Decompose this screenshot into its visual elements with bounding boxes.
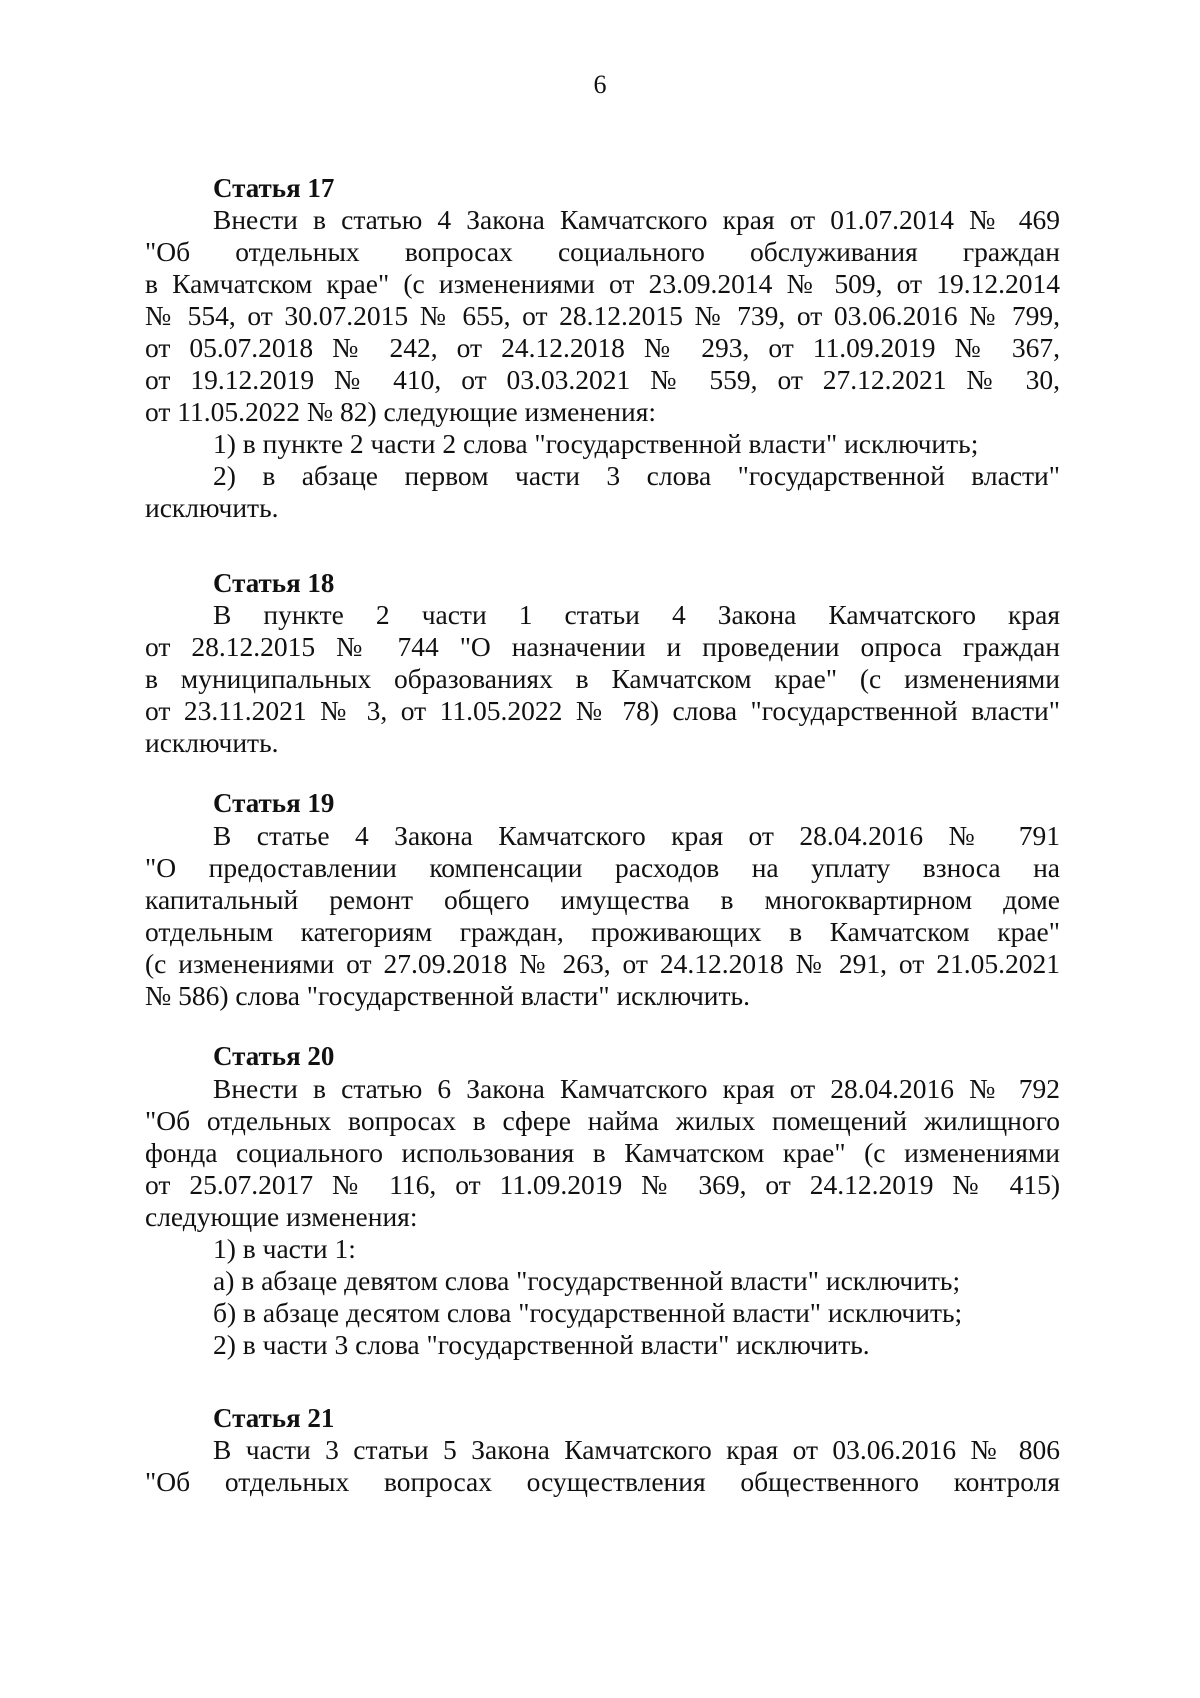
- paragraph-line: № 586) слова "государственной власти" исключить.: [145, 980, 750, 1011]
- paragraph-line: 2) в абзаце первом части 3 слова "государственной власти": [213, 460, 1060, 491]
- paragraph-line: от 28.12.2015 № 744 "О назначении и проведении опроса граждан: [145, 631, 1060, 662]
- paragraph-line: № 554, от 30.07.2015 № 655, от 28.12.2015 № 739, от 03.06.2016 № 799,: [145, 300, 1060, 331]
- article-heading: Статья 20: [213, 1041, 335, 1071]
- paragraph-line: от 25.07.2017 № 116, от 11.09.2019 № 369, от 24.12.2019 № 415): [145, 1169, 1060, 1200]
- paragraph-line: фонда социального использования в Камчатском крае" (с изменениями: [145, 1137, 1060, 1168]
- paragraph-line: (с изменениями от 27.09.2018 № 263, от 24.12.2018 № 291, от 21.05.2021: [145, 948, 1060, 979]
- paragraph-line: исключить.: [145, 727, 279, 758]
- paragraph-line: В пункте 2 части 1 статьи 4 Закона Камчатского края: [213, 599, 1060, 630]
- paragraph-line: 1) в пункте 2 части 2 слова "государственной власти" исключить;: [213, 428, 979, 459]
- paragraph-line: в муниципальных образованиях в Камчатском крае" (с изменениями: [145, 663, 1060, 694]
- article-heading: Статья 19: [213, 788, 335, 818]
- page-number: 6: [593, 70, 607, 99]
- paragraph-line: отдельным категориям граждан, проживающих в Камчатском крае": [145, 916, 1060, 947]
- paragraph-line: "Об отдельных вопросах социального обслуживания граждан: [145, 236, 1060, 267]
- paragraph-line: от 19.12.2019 № 410, от 03.03.2021 № 559, от 27.12.2021 № 30,: [145, 364, 1060, 395]
- paragraph-line: В статье 4 Закона Камчатского края от 28.04.2016 № 791: [213, 820, 1060, 851]
- paragraph-line: "О предоставлении компенсации расходов на уплату взноса на: [145, 852, 1060, 883]
- paragraph-line: "Об отдельных вопросах осуществления общественного контроля: [145, 1466, 1060, 1497]
- paragraph-line: 1) в части 1:: [213, 1233, 356, 1264]
- paragraph-line: от 23.11.2021 № 3, от 11.05.2022 № 78) слова "государственной власти": [145, 695, 1060, 726]
- paragraph-line: следующие изменения:: [145, 1201, 418, 1232]
- paragraph-line: от 11.05.2022 № 82) следующие изменения:: [145, 396, 657, 427]
- paragraph-line: В части 3 статьи 5 Закона Камчатского края от 03.06.2016 № 806: [213, 1434, 1060, 1465]
- paragraph-line: б) в абзаце десятом слова "государственной власти" исключить;: [213, 1297, 963, 1328]
- paragraph-line: 2) в части 3 слова "государственной власти" исключить.: [213, 1329, 870, 1360]
- paragraph-line: Внести в статью 4 Закона Камчатского края от 01.07.2014 № 469: [213, 204, 1060, 235]
- article-heading: Статья 21: [213, 1403, 335, 1433]
- paragraph-line: в Камчатском крае" (с изменениями от 23.09.2014 № 509, от 19.12.2014: [145, 268, 1060, 299]
- paragraph-line: капитальный ремонт общего имущества в многоквартирном доме: [145, 884, 1060, 915]
- article-heading: Статья 17: [213, 173, 335, 203]
- paragraph-line: исключить.: [145, 492, 279, 523]
- paragraph-line: от 05.07.2018 № 242, от 24.12.2018 № 293, от 11.09.2019 № 367,: [145, 332, 1060, 363]
- article-heading: Статья 18: [213, 568, 335, 598]
- paragraph-line: "Об отдельных вопросах в сфере найма жилых помещений жилищного: [145, 1105, 1060, 1136]
- paragraph-line: а) в абзаце девятом слова "государственной власти" исключить;: [213, 1265, 961, 1296]
- paragraph-line: Внести в статью 6 Закона Камчатского края от 28.04.2016 № 792: [213, 1073, 1060, 1104]
